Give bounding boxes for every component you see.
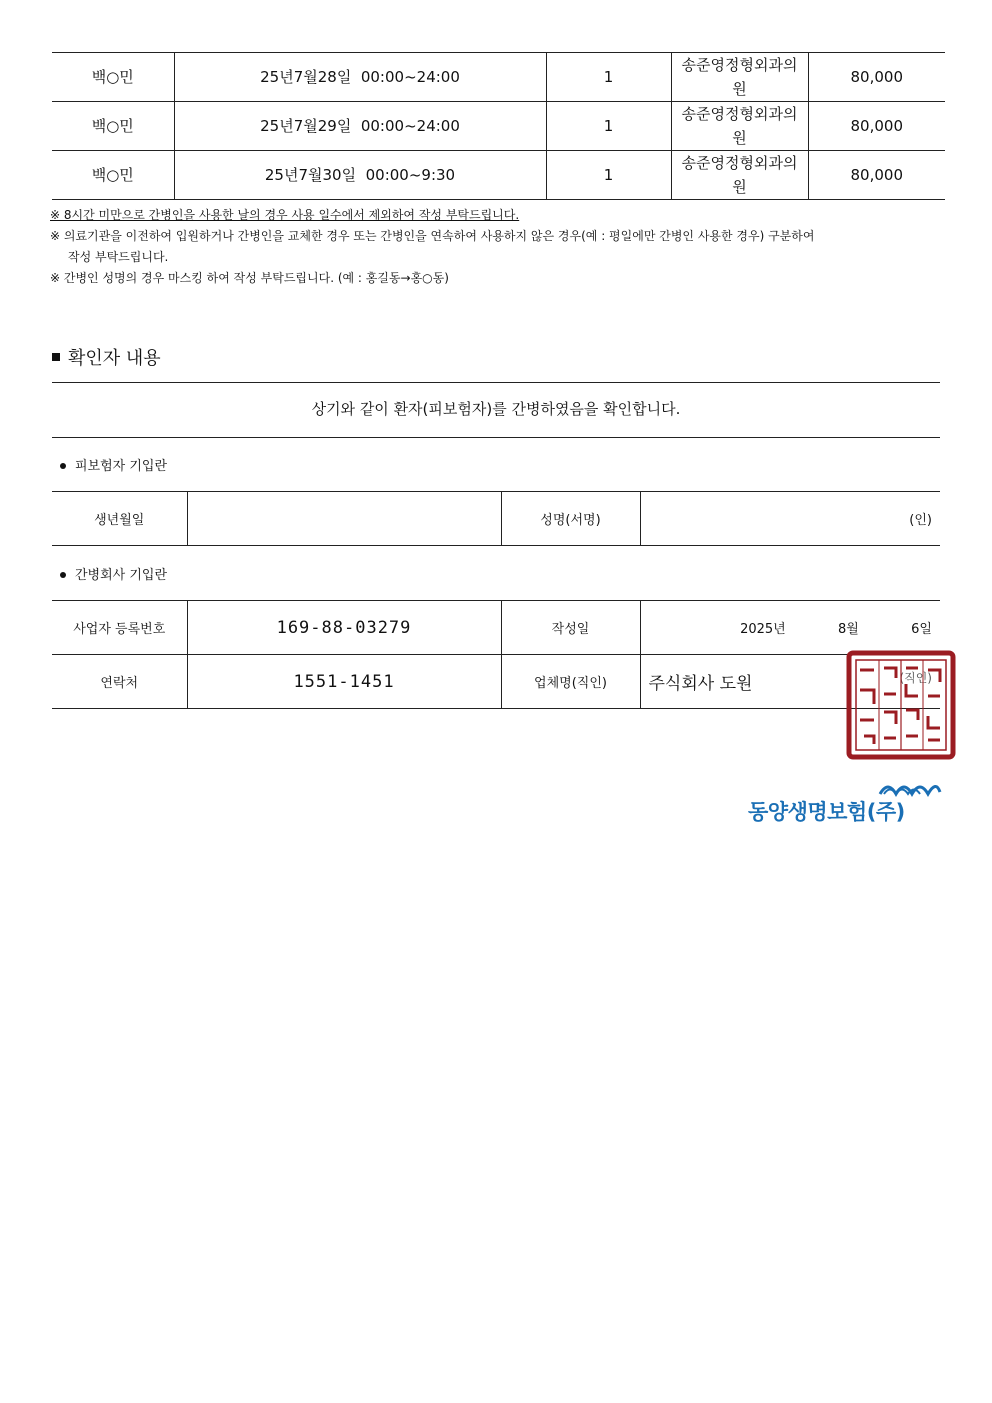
section-title: 확인자 내용 [52,344,161,370]
square-bullet-icon [52,353,60,361]
date-month: 8월 [838,622,859,637]
table-row [52,53,945,102]
table-row [52,492,940,546]
bullet-icon [60,572,66,578]
contact-value: 1551-1451 [187,655,501,709]
note-transfer-cont: 작성 부탁드립니다. [68,250,169,264]
birth-field[interactable] [187,492,501,546]
date-value [640,601,940,655]
care-amount: 80,000 [808,151,945,200]
caregiver-name: 백○민 [52,102,174,151]
care-period: 25년7월29일 00:00~24:00 [174,102,546,151]
care-amount: 80,000 [808,53,945,102]
contact-label: 연락처 [52,655,187,709]
birth-label: 생년월일 [52,492,187,546]
company-logo-text: 동양생명보험(주) [748,800,905,824]
company-form [52,600,940,709]
name-label: 성명(서명) [501,492,640,546]
hospital-name: 송준영정형외과의원 [671,102,808,151]
table-row [52,102,945,151]
care-record-table [52,52,945,200]
company-name-value: 주식회사 도원 (직인) [640,655,940,709]
care-days: 1 [546,102,671,151]
table-row [52,151,945,200]
care-period: 25년7월28일 00:00~24:00 [174,53,546,102]
notes-block [50,205,950,289]
table-row [52,601,940,655]
caregiver-name: 백○민 [52,151,174,200]
reg-number-value: 169-88-03279 [187,601,501,655]
table-row [52,655,940,709]
date-day: 6일 [911,622,932,637]
divider [52,437,940,438]
company-seal-icon [846,650,956,760]
divider [52,382,940,383]
hospital-name: 송준영정형외과의원 [671,53,808,102]
note-under-8-hours: ※ 8시간 미만으로 간병인을 사용한 날의 경우 사용 일수에서 제외하여 작성 부탁드립니다. [50,208,520,222]
stamp-mark: (직인) [899,671,932,685]
bullet-icon [60,463,66,469]
signature-field[interactable] [640,492,940,546]
care-amount: 80,000 [808,102,945,151]
reg-number-label: 사업자 등록번호 [52,601,187,655]
insured-section-title: 피보험자 기입란 [60,455,167,474]
insured-form [52,491,940,546]
note-transfer: ※ 의료기관을 이전하여 입원하거나 간병인을 교체한 경우 또는 간병인을 연속하여 사용하지 않은 경우(예 : 평일에만 간병인 사용한 경우) 구분하여 [50,229,815,243]
confirm-statement: 상기와 같이 환자(피보험자)를 간병하였음을 확인합니다. [311,400,681,418]
date-year: 2025년 [740,622,786,637]
company-section-title: 간병회사 기입란 [60,564,167,583]
hospital-name: 송준영정형외과의원 [671,151,808,200]
date-label: 작성일 [501,601,640,655]
note-masking: ※ 간병인 성명의 경우 마스킹 하여 작성 부탁드립니다. (예 : 홍길동→홍○동) [50,271,449,285]
care-days: 1 [546,53,671,102]
care-period: 25년7월30일 00:00~9:30 [174,151,546,200]
seal-mark: (인) [909,513,932,528]
caregiver-name: 백○민 [52,53,174,102]
company-name-label: 업체명(직인) [501,655,640,709]
care-days: 1 [546,151,671,200]
